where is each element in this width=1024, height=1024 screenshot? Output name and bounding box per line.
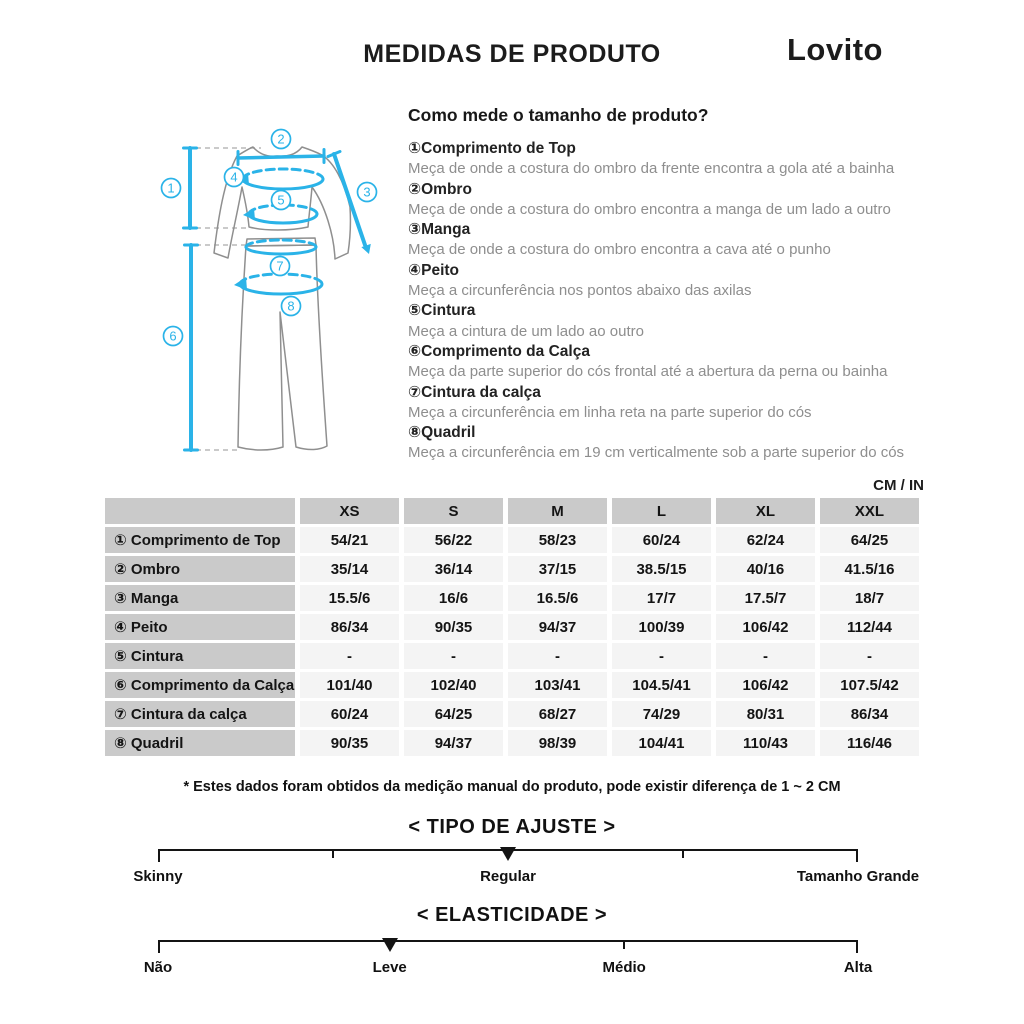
measurement-value: 74/29 xyxy=(612,701,711,727)
measurement-footnote: * Estes dados foram obtidos da medição manual do produto, pode existir diferença de 1 ~ 2 CM xyxy=(183,779,841,795)
instruction-item-label: ③Manga xyxy=(408,221,471,239)
instruction-item-desc: Meça a cintura de um lado ao outro xyxy=(408,322,644,340)
instruction-item-label: ⑥Comprimento da Calça xyxy=(408,342,590,360)
scale-label: Médio xyxy=(602,959,646,976)
size-table-row xyxy=(105,614,919,640)
instruction-item-desc: Meça de onde a costura do ombro da frente encontra a gola até a bainha xyxy=(408,160,895,178)
scale-label: Tamanho Grande xyxy=(796,868,920,885)
instruction-item-desc: Meça de onde a costura do ombro encontra a cava até o punho xyxy=(408,241,831,259)
fit-scale-title: < TIPO DE AJUSTE > xyxy=(408,816,616,838)
measurement-value: 16/6 xyxy=(404,585,503,611)
instruction-item-label: ⑦Cintura da calça xyxy=(408,383,541,401)
callout-badge-8 xyxy=(282,297,301,316)
measure-ellipse-chest xyxy=(236,169,323,189)
size-column-header: M xyxy=(508,498,607,524)
measurement-value: 106/42 xyxy=(716,614,815,640)
measurement-label: ⑥ Comprimento da Calça xyxy=(105,672,295,698)
measuring-instructions xyxy=(408,105,936,464)
measurement-value: 64/25 xyxy=(404,701,503,727)
measurement-value: 116/46 xyxy=(820,730,919,756)
size-table-row xyxy=(105,527,919,553)
callout-badge-7 xyxy=(271,257,290,276)
scale-label: Leve xyxy=(372,959,407,976)
measure-line-pants-length xyxy=(185,245,198,450)
scale-label: Skinny xyxy=(133,868,183,885)
measurement-value: - xyxy=(300,643,399,669)
measurement-label: ① Comprimento de Top xyxy=(105,527,295,553)
size-table-header-row xyxy=(105,498,919,524)
measurement-value: 94/37 xyxy=(404,730,503,756)
callout-number: 3 xyxy=(363,184,371,200)
scale-marker xyxy=(382,938,398,952)
scale-tick xyxy=(623,940,625,949)
measurement-value: 18/7 xyxy=(820,585,919,611)
measurement-value: 103/41 xyxy=(508,672,607,698)
measurement-value: 102/40 xyxy=(404,672,503,698)
measurement-value: - xyxy=(404,643,503,669)
instruction-item-desc: Meça de onde a costura do ombro encontra a manga de um lado a outro xyxy=(408,200,891,218)
brand-logo: Lovito xyxy=(787,32,883,67)
size-table-row xyxy=(105,730,919,756)
size-column-header: XS xyxy=(300,498,399,524)
measurement-value: 107.5/42 xyxy=(820,672,919,698)
instruction-item-desc: Meça da parte superior do cós frontal até a abertura da perna ou bainha xyxy=(408,363,888,381)
size-column-header: XXL xyxy=(820,498,919,524)
elasticity-scale xyxy=(143,940,873,976)
measure-line-shoulder xyxy=(238,150,324,165)
measurement-value: 62/24 xyxy=(716,527,815,553)
measurement-value: 86/34 xyxy=(300,614,399,640)
callout-badge-6 xyxy=(164,327,183,346)
scale-tick xyxy=(682,849,684,858)
size-table-row xyxy=(105,701,919,727)
measurement-value: 56/22 xyxy=(404,527,503,553)
callout-badge-1 xyxy=(162,179,181,198)
measurement-value: 60/24 xyxy=(300,701,399,727)
measurement-label: ④ Peito xyxy=(105,614,295,640)
garment-diagram xyxy=(150,125,400,470)
elasticity-scale-title: < ELASTICIDADE > xyxy=(416,904,608,926)
measurement-value: - xyxy=(508,643,607,669)
measurement-value: 90/35 xyxy=(404,614,503,640)
measurement-value: 86/34 xyxy=(820,701,919,727)
size-table-row xyxy=(105,556,919,582)
measurement-value: 15.5/6 xyxy=(300,585,399,611)
measurement-value: 101/40 xyxy=(300,672,399,698)
measurement-value: 40/16 xyxy=(716,556,815,582)
measurement-value: 110/43 xyxy=(716,730,815,756)
callout-number: 6 xyxy=(169,328,177,344)
measurement-value: 36/14 xyxy=(404,556,503,582)
measurement-label: ⑦ Cintura da calça xyxy=(105,701,295,727)
measurement-label: ⑧ Quadril xyxy=(105,730,295,756)
measurement-value: 54/21 xyxy=(300,527,399,553)
measurement-value: 90/35 xyxy=(300,730,399,756)
measurement-value: 80/31 xyxy=(716,701,815,727)
measurement-value: 35/14 xyxy=(300,556,399,582)
page-title: MEDIDAS DE PRODUTO xyxy=(363,40,661,68)
scale-label: Não xyxy=(143,959,173,976)
measurement-value: 37/15 xyxy=(508,556,607,582)
measurement-value: 60/24 xyxy=(612,527,711,553)
instruction-item-label: ⑤Cintura xyxy=(408,302,476,320)
measurement-value: 16.5/6 xyxy=(508,585,607,611)
scale-tick xyxy=(332,849,334,858)
instruction-item-desc: Meça a circunferência nos pontos abaixo das axilas xyxy=(408,282,752,300)
scale-label: Regular xyxy=(480,868,536,885)
size-table-corner-cell xyxy=(105,498,295,524)
measurement-value: - xyxy=(612,643,711,669)
measurement-value: 100/39 xyxy=(612,614,711,640)
size-column-header: XL xyxy=(716,498,815,524)
measurement-value: - xyxy=(820,643,919,669)
size-table xyxy=(100,495,924,759)
measurement-value: 104/41 xyxy=(612,730,711,756)
measurement-value: 104.5/41 xyxy=(612,672,711,698)
measurement-label: ② Ombro xyxy=(105,556,295,582)
size-table-row xyxy=(105,643,919,669)
instruction-item-desc: Meça a circunferência em linha reta na parte superior do cós xyxy=(408,403,812,421)
measurement-label: ⑤ Cintura xyxy=(105,643,295,669)
measurement-label: ③ Manga xyxy=(105,585,295,611)
measure-ellipse-pants-waist xyxy=(246,240,316,254)
scale-end-cap xyxy=(856,940,858,953)
measurement-value: 106/42 xyxy=(716,672,815,698)
measurement-value: 94/37 xyxy=(508,614,607,640)
size-column-header: S xyxy=(404,498,503,524)
instructions-heading: Como mede o tamanho de produto? xyxy=(408,105,709,125)
callout-badge-3 xyxy=(358,183,377,202)
instruction-list xyxy=(408,139,936,464)
scale-label: Alta xyxy=(843,959,873,976)
callout-number: 1 xyxy=(167,180,175,196)
measurement-value: 68/27 xyxy=(508,701,607,727)
fit-scale xyxy=(133,849,920,885)
measure-line-top-length xyxy=(184,148,197,228)
callout-number: 2 xyxy=(277,131,285,147)
callout-badge-2 xyxy=(272,130,291,149)
size-table-row xyxy=(105,585,919,611)
scale-marker xyxy=(500,847,516,861)
measurement-value: 58/23 xyxy=(508,527,607,553)
callout-badge-5 xyxy=(272,191,291,210)
callout-badge-4 xyxy=(225,168,244,187)
instruction-item-label: ②Ombro xyxy=(408,180,472,198)
callout-number: 8 xyxy=(287,298,295,314)
instruction-item-label: ⑧Quadril xyxy=(408,424,476,442)
measurement-value: 17/7 xyxy=(612,585,711,611)
instruction-item-desc: Meça a circunferência em 19 cm verticalmente sob a parte superior do cós xyxy=(408,444,905,462)
measurement-value: - xyxy=(716,643,815,669)
unit-label: CM / IN xyxy=(873,477,924,494)
callout-number: 7 xyxy=(276,258,284,274)
measurement-value: 38.5/15 xyxy=(612,556,711,582)
callout-number: 4 xyxy=(230,169,238,185)
size-table-body xyxy=(105,527,919,756)
scale-end-cap xyxy=(856,849,858,862)
scale-end-cap xyxy=(158,940,160,953)
measurement-value: 17.5/7 xyxy=(716,585,815,611)
measurement-value: 98/39 xyxy=(508,730,607,756)
instruction-item-label: ④Peito xyxy=(408,261,460,279)
scale-end-cap xyxy=(158,849,160,862)
measure-ellipse-hip xyxy=(234,274,322,294)
size-column-header: L xyxy=(612,498,711,524)
instruction-item-label: ①Comprimento de Top xyxy=(408,140,576,157)
size-table-row xyxy=(105,672,919,698)
callout-number: 5 xyxy=(277,192,285,208)
measurement-value: 112/44 xyxy=(820,614,919,640)
measurement-value: 41.5/16 xyxy=(820,556,919,582)
measurement-value: 64/25 xyxy=(820,527,919,553)
